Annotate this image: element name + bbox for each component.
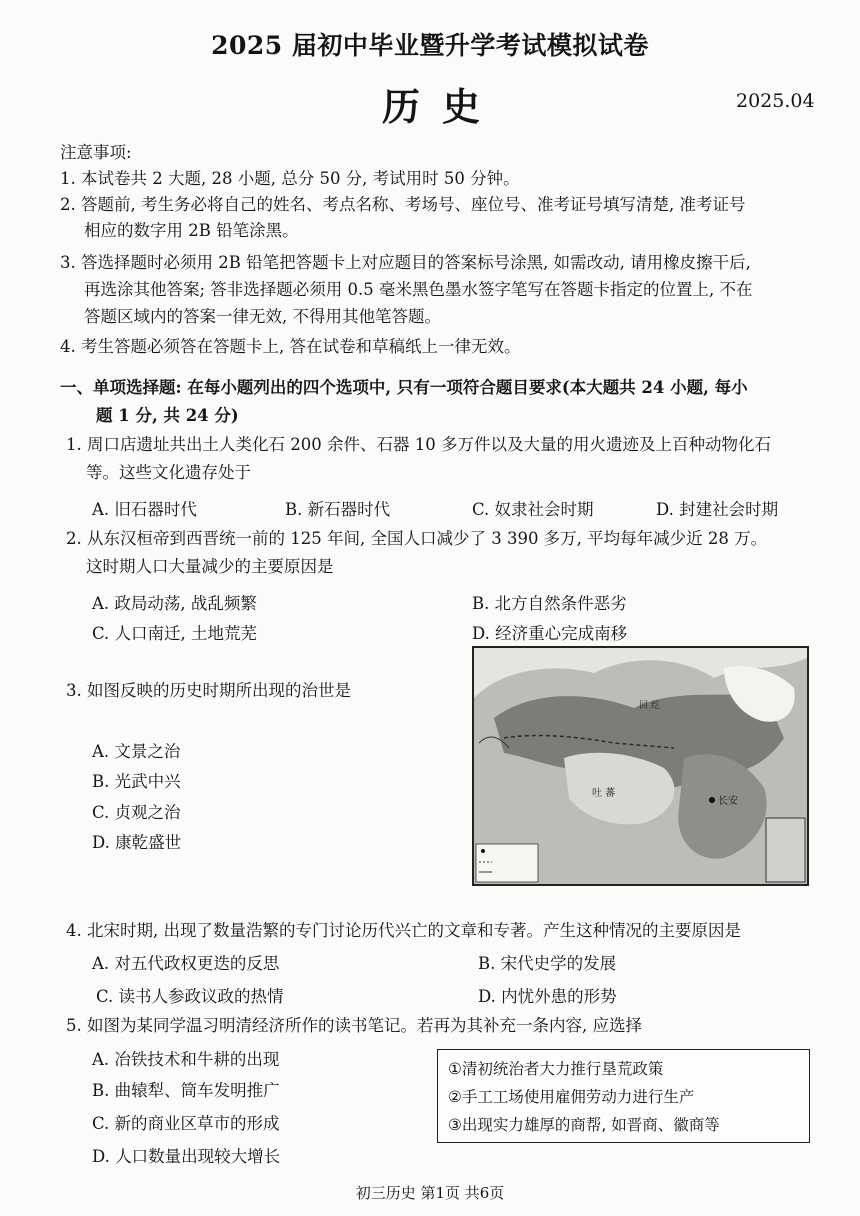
notes-heading: 注意事项: [60, 143, 132, 162]
note-item-3-line-2: 再选涂其他答案; 答非选择题必须用 0.5 毫米黑色墨水签字笔写在答题卡指定的位置上, 不在 [84, 280, 753, 299]
question-3-option-d: D. 康乾盛世 [92, 833, 182, 852]
section-heading-line-2: 题 1 分, 共 24 分) [96, 406, 239, 425]
tang-dynasty-map [472, 646, 809, 886]
question-5-option-a: A. 冶铁技术和牛耕的出现 [92, 1050, 280, 1069]
map-label-tubo: 吐 蕃 [592, 788, 616, 799]
note-item-4: 4. 考生答题必须答在答题卡上, 答在试卷和草稿纸上一律无效。 [60, 337, 521, 356]
note-item-3-line-1: 3. 答选择题时必须用 2B 铅笔把答题卡上对应题目的答案标号涂黑, 如需改动, 请用橡皮擦干后, [60, 253, 751, 272]
note-item-2-line-2: 相应的数字用 2B 铅笔涂黑。 [84, 221, 299, 240]
reading-note-1: ①清初统治者大力推行垦荒政策 [448, 1060, 664, 1078]
question-1-stem-line-2: 等。这些文化遗存处于 [86, 463, 251, 482]
question-3-stem: 3. 如图反映的历史时期所出现的治世是 [66, 681, 351, 700]
exam-title: 2025 届初中毕业暨升学考试模拟试卷 [211, 31, 649, 60]
question-5-option-c: C. 新的商业区草市的形成 [92, 1114, 280, 1133]
page-footer: 初三历史 第1页 共6页 [355, 1184, 505, 1202]
reading-note-2: ②手工工场使用雇佣劳动力进行生产 [448, 1088, 695, 1106]
section-heading-line-1: 一、单项选择题: 在每小题列出的四个选项中, 只有一项符合题目要求(本大题共 24 小题, 每小 [60, 378, 748, 397]
question-4-stem: 4. 北宋时期, 出现了数量浩繁的专门讨论历代兴亡的文章和专著。产生这种情况的主要原因是 [66, 921, 741, 940]
question-5-option-b: B. 曲辕犁、筒车发明推广 [92, 1081, 280, 1100]
question-2-stem-line-2: 这时期人口大量减少的主要原因是 [86, 557, 334, 576]
map-label-capital: 长安 [718, 796, 738, 807]
exam-date: 2025.04 [736, 90, 815, 112]
question-4-option-c: C. 读书人参政议政的热情 [96, 987, 284, 1006]
note-item-3-line-3: 答题区域内的答案一律无效, 不得用其他笔答题。 [84, 307, 441, 326]
reading-note-3: ③出现实力雄厚的商帮, 如晋商、徽商等 [448, 1116, 720, 1134]
question-2-option-b: B. 北方自然条件恶劣 [472, 594, 627, 613]
question-3-option-b: B. 光武中兴 [92, 772, 181, 791]
question-1-option-d: D. 封建社会时期 [656, 500, 779, 519]
question-5-stem: 5. 如图为某同学温习明清经济所作的读书笔记。若再为其补充一条内容, 应选择 [66, 1016, 642, 1035]
question-1-option-a: A. 旧石器时代 [92, 500, 197, 519]
question-4-option-d: D. 内忧外患的形势 [478, 987, 617, 1006]
question-2-option-d: D. 经济重心完成南移 [472, 624, 628, 643]
question-1-option-b: B. 新石器时代 [285, 500, 391, 519]
note-item-2-line-1: 2. 答题前, 考生务必将自己的姓名、考点名称、考场号、座位号、准考证号填写清楚, 准考证号 [60, 195, 746, 214]
question-3-option-a: A. 文景之治 [92, 742, 181, 761]
subject-title: 历史 [382, 84, 503, 129]
question-3-option-c: C. 贞观之治 [92, 803, 181, 822]
question-2-option-c: C. 人口南迁, 土地荒芜 [92, 624, 258, 643]
question-4-option-b: B. 宋代史学的发展 [478, 954, 617, 973]
map-label-huihe: 回 纥 [639, 701, 660, 711]
reading-note-box [437, 1049, 810, 1143]
question-1-option-c: C. 奴隶社会时期 [472, 500, 594, 519]
question-2-option-a: A. 政局动荡, 战乱频繁 [92, 594, 257, 613]
map-graphic [474, 648, 807, 884]
question-5-option-d: D. 人口数量出现较大增长 [92, 1147, 281, 1166]
note-item-1: 1. 本试卷共 2 大题, 28 小题, 总分 50 分, 考试用时 50 分钟。 [60, 169, 520, 188]
question-1-stem-line-1: 1. 周口店遗址共出土人类化石 200 余件、石器 10 多万件以及大量的用火遗迹及上百种动物化石 [66, 435, 771, 454]
question-4-option-a: A. 对五代政权更迭的反思 [92, 954, 280, 973]
question-2-stem-line-1: 2. 从东汉桓帝到西晋统一前的 125 年间, 全国人口减少了 3 390 多万, 平均每年减少近 28 万。 [66, 529, 768, 548]
